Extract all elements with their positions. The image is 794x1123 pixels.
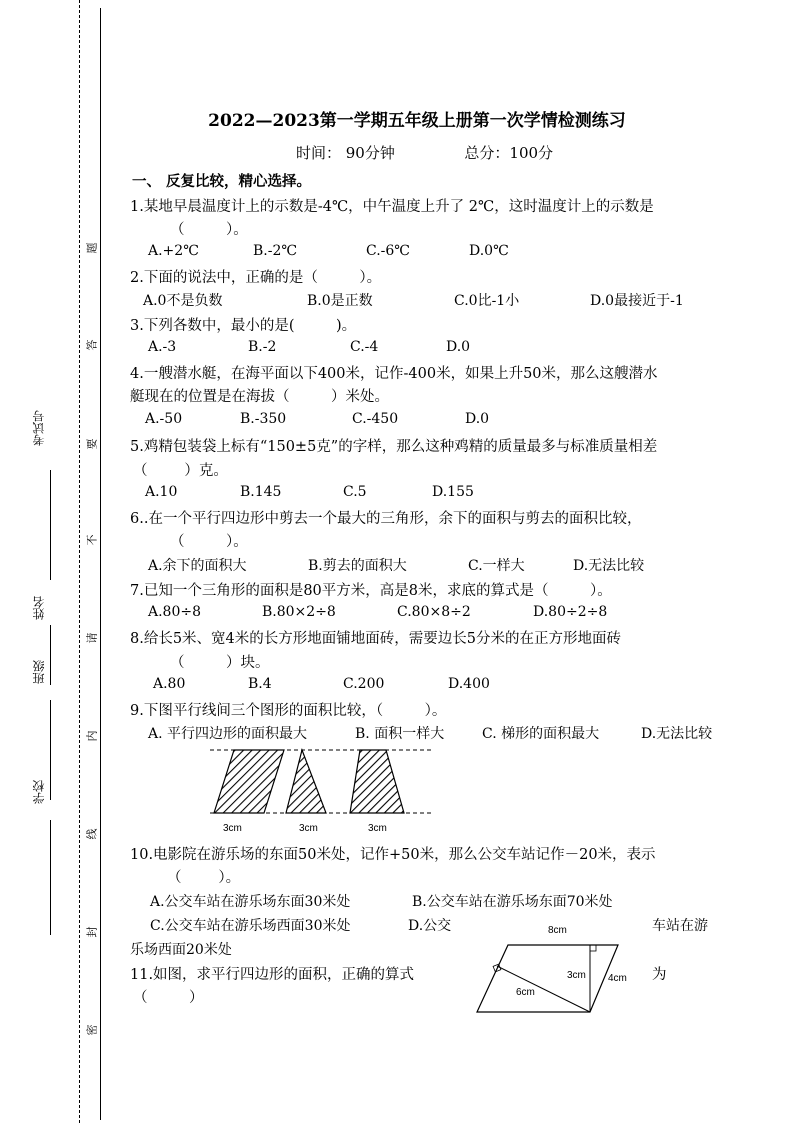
q2-option-d[interactable]: D.0最接近于-1 [590, 293, 684, 309]
parallelogram-shape [477, 945, 618, 1012]
section-heading: 一、 反复比较，精心选择。 [132, 173, 312, 190]
question-3: 3.下列各数中，最小的是( )。 [130, 318, 357, 334]
trapezoid-shape [350, 750, 404, 813]
question-6-cont: （ ）。 [170, 534, 248, 550]
q9-option-b[interactable]: B. 面积一样大 [355, 726, 445, 742]
question-7: 7.已知一个三角形的面积是80平方米，高是8米，求底的算式是（ ）。 [130, 583, 612, 599]
question-1: 1.某地早晨温度计上的示数是-4℃，中午温度上升了 2℃，这时温度计上的示数是 [130, 199, 654, 215]
q5-option-a[interactable]: A.10 [145, 484, 178, 500]
triangle-shape [286, 750, 326, 813]
exam-number-label: 考试号 [32, 410, 46, 446]
q8-option-d[interactable]: D.400 [448, 676, 490, 692]
q3-option-c[interactable]: C.-4 [350, 339, 379, 355]
seal-char: 题 [85, 242, 99, 254]
question-4: 4.一艘潜水艇，在海平面以下400米，记作-400米，如果上升50米，那么这艘潜水 [130, 366, 658, 382]
right-angle-mark [590, 945, 596, 951]
q1-option-d[interactable]: D.0℃ [469, 243, 509, 259]
q5-option-b[interactable]: B.145 [240, 484, 282, 500]
q10-option-d-cont: 乐场西面20米处 [130, 942, 232, 958]
q9-option-c[interactable]: C. 梯形的面积最大 [482, 726, 600, 742]
page-title: 2022—2023第一学期五年级上册第一次学情检测练习 [208, 111, 626, 131]
q3-option-d[interactable]: D.0 [446, 339, 471, 355]
q7-option-b[interactable]: B.80×2÷8 [262, 604, 336, 620]
exam-time: 时间： 90分钟 [296, 144, 395, 162]
q4-option-c[interactable]: C.-450 [352, 411, 399, 427]
q7-option-d[interactable]: D.80÷2÷8 [533, 604, 608, 620]
seal-char: 请 [85, 632, 99, 644]
q3-option-a[interactable]: A.-3 [148, 339, 177, 355]
q2-option-c[interactable]: C.0比-1小 [454, 293, 520, 309]
q11-label-diag: 6cm [516, 987, 535, 998]
question-10: 10.电影院在游乐场的东面50米处，记作+50米，那么公交车站记作－20米，表示 [130, 847, 656, 863]
question-2: 2.下面的说法中，正确的是（ ）。 [130, 270, 382, 286]
question-4-cont: 艇现在的位置是在海拔（ ）米处。 [130, 389, 389, 405]
q8-option-a[interactable]: A.80 [153, 676, 186, 692]
q8-option-b[interactable]: B.4 [248, 676, 272, 692]
seal-char: 答 [85, 339, 99, 351]
question-11-tail: 为 [652, 967, 667, 983]
seal-char: 密 [85, 1024, 99, 1036]
q6-option-c[interactable]: C.一样大 [468, 558, 525, 574]
question-5-cont: （ ）克。 [133, 463, 228, 479]
q2-option-a[interactable]: A.0不是负数 [143, 293, 223, 309]
question-11-cont: （ ） [133, 990, 204, 1006]
question-5: 5.鸡精包装袋上标有“150±5克”的字样，那么这种鸡精的质量最多与标准质量相差 [130, 439, 658, 455]
question-8: 8.给长5米、宽4米的长方形地面铺地面砖，需要边长5分米的在正方形地面砖 [130, 631, 622, 647]
school-label: 学校 [32, 780, 46, 804]
q10-option-a[interactable]: A.公交车站在游乐场东面30米处 [150, 894, 351, 910]
seal-char: 不 [85, 534, 99, 546]
q11-label-top: 8cm [548, 925, 567, 936]
name-label: 姓名 [32, 596, 46, 620]
school-blank [50, 820, 51, 935]
q5-option-d[interactable]: D.155 [432, 484, 474, 500]
class-label: 班级 [32, 660, 46, 684]
q10-option-c[interactable]: C.公交车站在游乐场西面30米处 [150, 918, 351, 934]
q1-option-c[interactable]: C.-6℃ [366, 243, 410, 259]
question-10-cont: （ ）。 [167, 870, 241, 886]
q11-label-height: 3cm [567, 970, 586, 981]
name-blank [50, 625, 51, 685]
q9-option-d[interactable]: D.无法比较 [641, 726, 713, 742]
question-9: 9.下图平行线间三个图形的面积比较，（ ）。 [130, 703, 447, 719]
q9-label-3: 3cm [368, 823, 387, 834]
q7-option-a[interactable]: A.80÷8 [148, 604, 202, 620]
q4-option-b[interactable]: B.-350 [240, 411, 287, 427]
exam-total-score: 总分：100分 [464, 144, 554, 162]
q6-option-b[interactable]: B.剪去的面积大 [308, 558, 407, 574]
question-11: 11.如图，求平行四边形的面积，正确的算式 [130, 967, 415, 983]
margin-line-outer [100, 8, 101, 1120]
exam-number-blank [50, 470, 51, 580]
margin-line-inner [79, 0, 80, 1123]
q9-label-2: 3cm [299, 823, 318, 834]
seal-char: 线 [85, 828, 99, 840]
q11-figure [470, 938, 630, 1018]
q5-option-c[interactable]: C.5 [343, 484, 367, 500]
question-6: 6..在一个平行四边形中剪去一个最大的三角形，余下的面积与剪去的面积比较， [130, 511, 642, 527]
q11-label-side: 4cm [608, 973, 627, 984]
question-8-cont: （ ）块。 [170, 655, 270, 671]
q1-option-b[interactable]: B.-2℃ [253, 243, 298, 259]
q4-option-a[interactable]: A.-50 [145, 411, 183, 427]
q7-option-c[interactable]: C.80×8÷2 [397, 604, 471, 620]
q10-option-d-tail: 车站在游 [652, 918, 708, 934]
seal-char: 内 [85, 730, 99, 742]
q8-option-c[interactable]: C.200 [343, 676, 385, 692]
q3-option-b[interactable]: B.-2 [248, 339, 277, 355]
class-blank [50, 700, 51, 800]
q10-option-b[interactable]: B.公交车站在游乐场东面70米处 [412, 894, 613, 910]
seal-char: 要 [85, 438, 99, 450]
q6-option-a[interactable]: A.余下的面积大 [148, 558, 247, 574]
parallelogram-shape [214, 750, 284, 813]
q6-option-d[interactable]: D.无法比较 [573, 558, 645, 574]
question-1-cont: （ ）。 [170, 222, 248, 238]
q1-option-a[interactable]: A.+2℃ [148, 243, 199, 259]
q10-option-d[interactable]: D.公交 [408, 918, 452, 934]
q9-option-a[interactable]: A. 平行四边形的面积最大 [148, 726, 308, 742]
q2-option-b[interactable]: B.0是正数 [307, 293, 373, 309]
q9-label-1: 3cm [223, 823, 242, 834]
exam-info [296, 142, 553, 163]
q4-option-d[interactable]: D.0 [465, 411, 490, 427]
seal-char: 封 [85, 926, 99, 938]
